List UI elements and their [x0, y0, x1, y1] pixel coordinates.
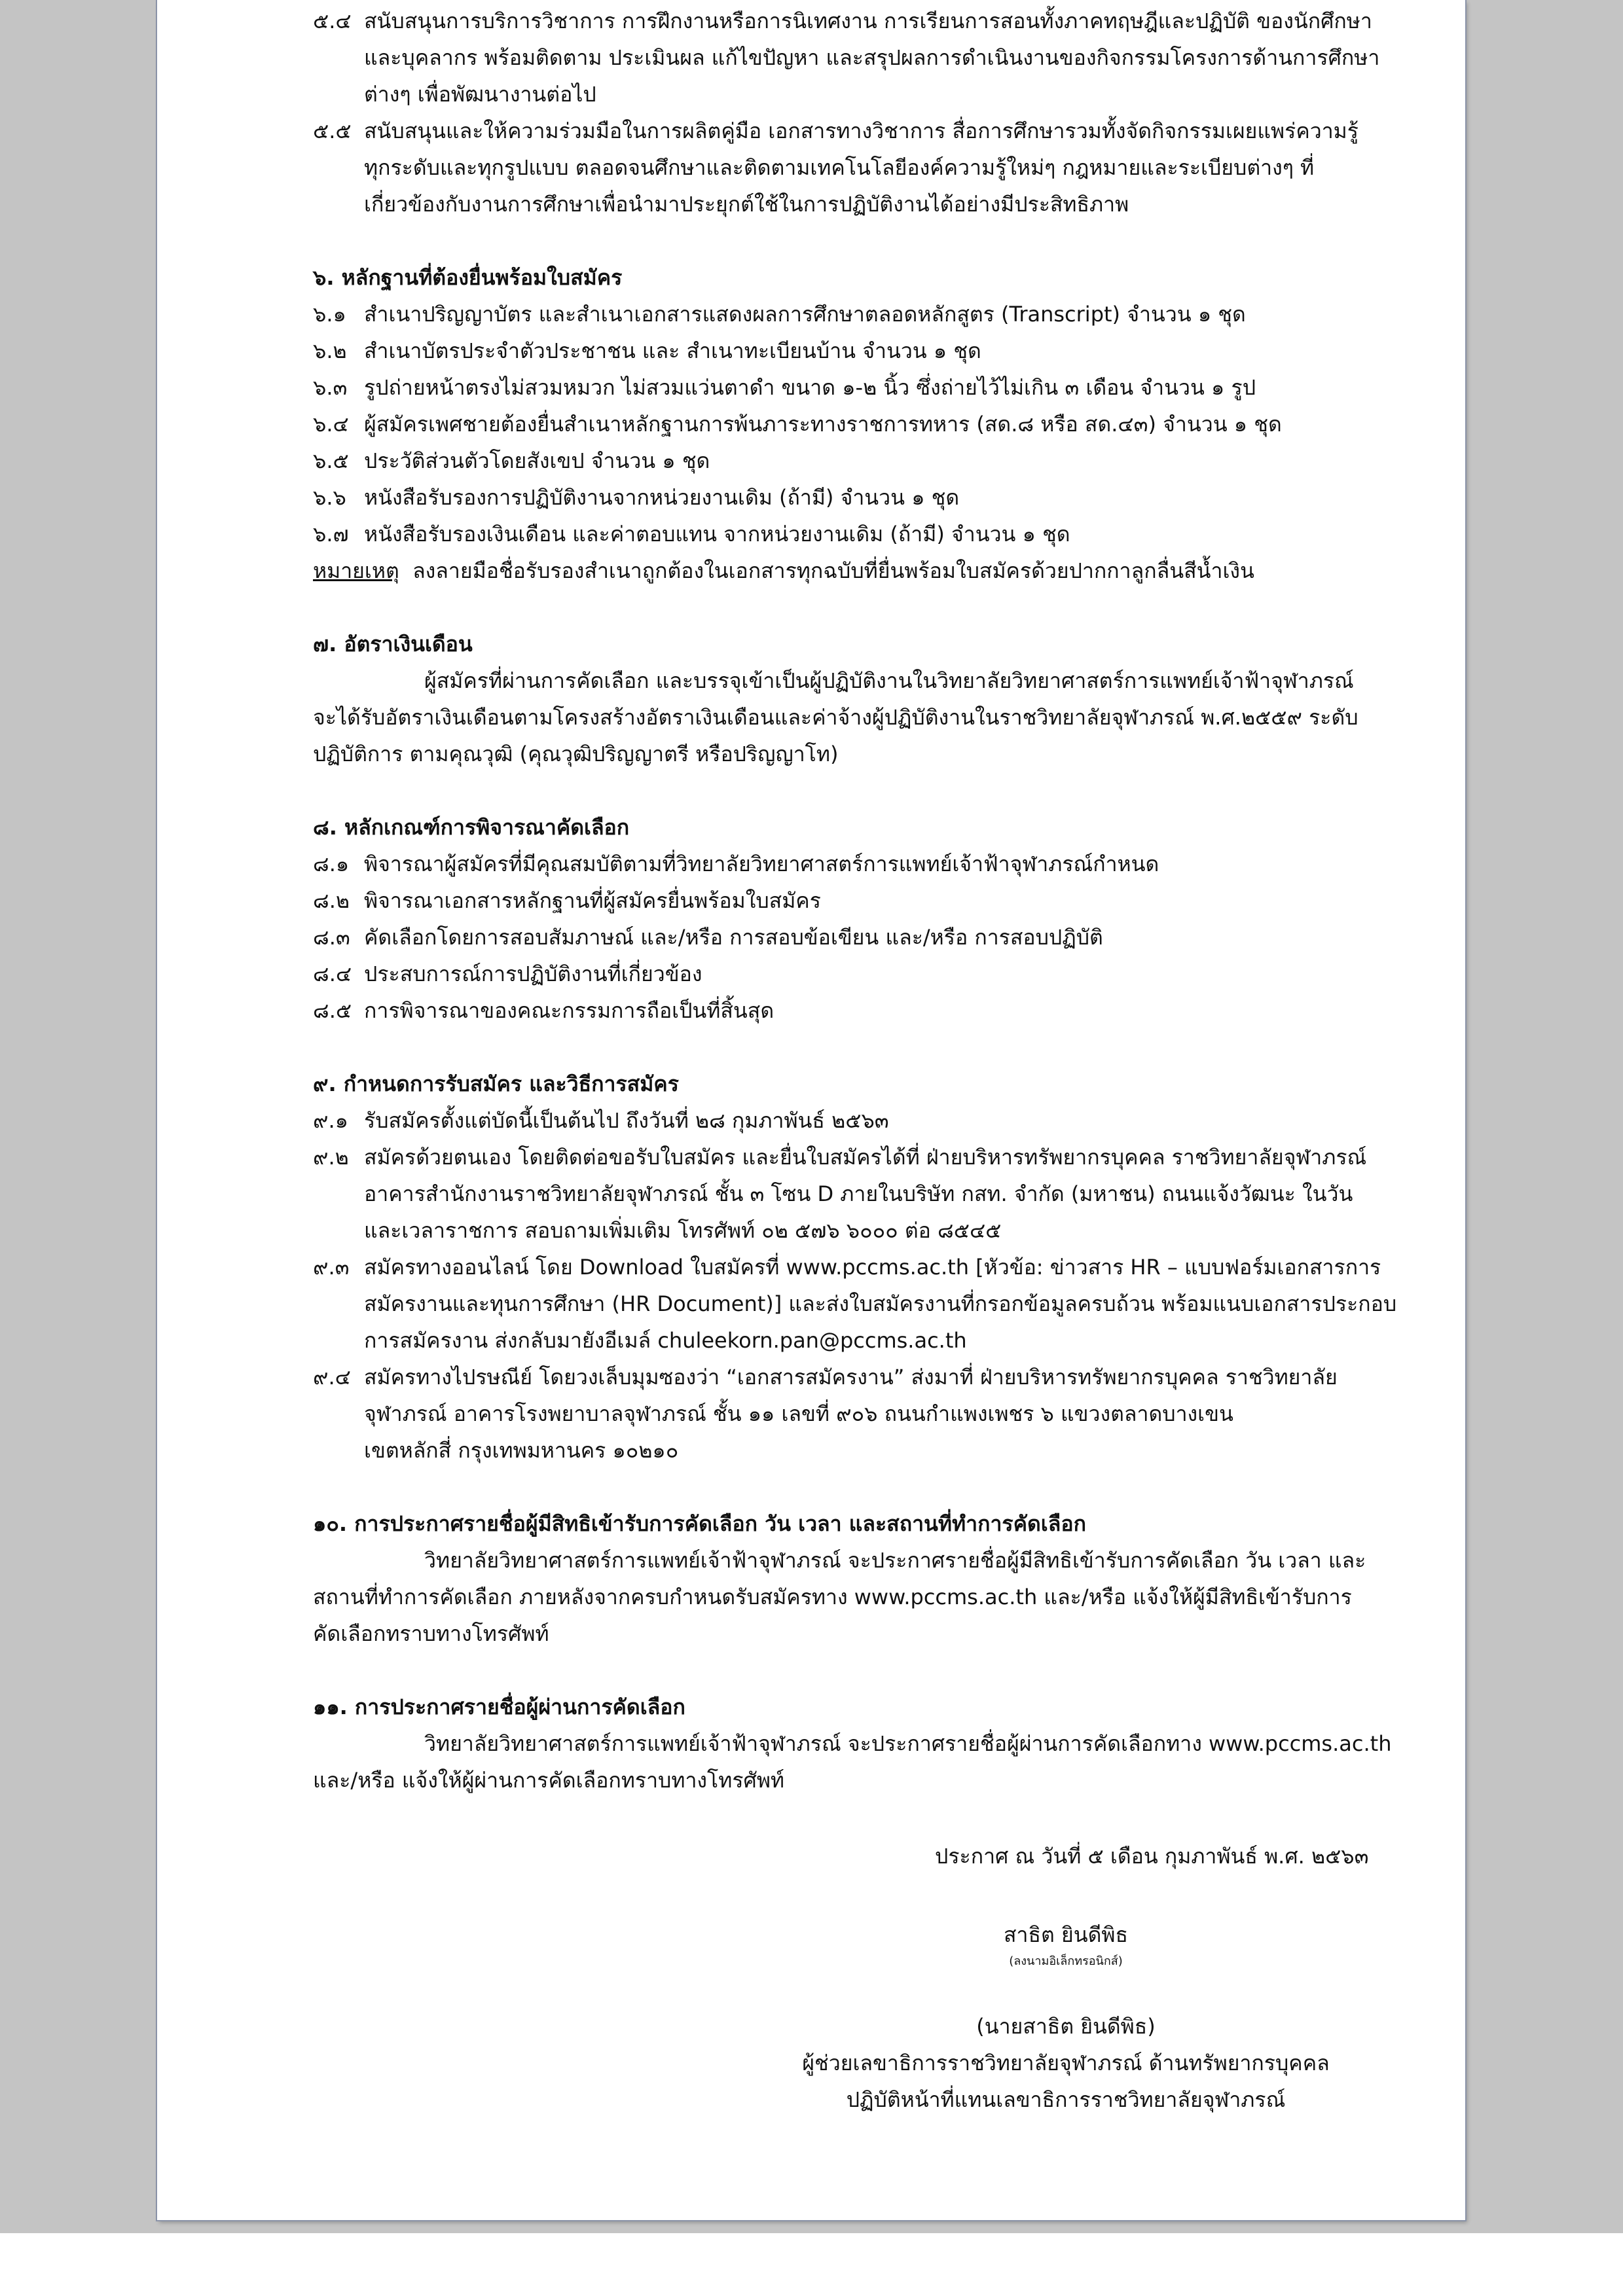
item-number: ๘.๑	[313, 852, 350, 876]
item-text: เขตหลักสี่ กรุงเทพมหานคร ๑๐๒๑๐	[364, 1438, 679, 1463]
item-number: ๖.๑	[313, 302, 346, 327]
list-item	[313, 1249, 1393, 1285]
item-text: ประสบการณ์การปฏิบัติงานที่เกี่ยวข้อง	[364, 961, 702, 986]
section-8-items	[313, 846, 1393, 1029]
list-item	[313, 1359, 1393, 1395]
section-9-items	[313, 1102, 1397, 1469]
section-5-items	[313, 3, 1393, 223]
list-item	[313, 369, 1393, 406]
item-text: และเวลาราชการ สอบถามเพิ่มเติม โทรศัพท์ ๐๒ ๕๗๖ ๖๐๐๐ ต่อ ๘๕๔๕	[364, 1218, 1002, 1243]
section-7-heading: ๗. อัตราเงินเดือน	[313, 632, 473, 656]
document-page	[157, 0, 1465, 2220]
list-item	[313, 882, 1393, 919]
section-7-paragraph	[313, 662, 1393, 772]
item-number: ๘.๕	[313, 998, 352, 1023]
section-10-paragraph	[313, 1542, 1393, 1652]
item-text: สำเนาปริญญาบัตร และสำเนาเอกสารแสดงผลการศึกษาตลอดหลักสูตร (Transcript) จำนวน ๑ ชุด	[364, 302, 1246, 327]
item-text: ผู้สมัครเพศชายต้องยื่นสำเนาหลักฐานการพ้นภาระทางราชการทหาร (สด.๘ หรือ สด.๔๓) จำนวน ๑ ชุด	[364, 412, 1282, 437]
item-number: ๖.๒	[313, 338, 347, 363]
item-text: การสมัครงาน ส่งกลับมายังอีเมล์ chuleekorn.pan@pccms.ac.th	[364, 1328, 967, 1353]
signer-position: ผู้ช่วยเลขาธิการราชวิทยาลัยจุฬาภรณ์ ด้านทรัพยากรบุคคล	[802, 2051, 1330, 2075]
item-text: สำเนาบัตรประจำตัวประชาชน และ สำเนาทะเบียนบ้าน จำนวน ๑ ชุด	[364, 338, 981, 363]
item-number: ๕.๕	[313, 118, 352, 143]
signer-acting-position: ปฏิบัติหน้าที่แทนเลขาธิการราชวิทยาลัยจุฬาภรณ์	[846, 2087, 1286, 2112]
section-11-paragraph	[313, 1725, 1393, 1799]
item-text: รูปถ่ายหน้าตรงไม่สวมหมวก ไม่สวมแว่นตาดำ ขนาด ๑-๒ นิ้ว ซึ่งถ่ายไว้ไม่เกิน ๓ เดือน จำนวน ๑ รูป	[364, 375, 1256, 400]
item-5-4	[313, 3, 1393, 113]
electronic-signature-note: (ลงนามอิเล็กทรอนิกส์)	[1009, 1954, 1123, 1968]
section-11-heading: ๑๑. การประกาศรายชื่อผู้ผ่านการคัดเลือก	[313, 1695, 685, 1719]
list-item	[313, 406, 1393, 442]
item-number: ๖.๖	[313, 485, 346, 510]
list-item	[313, 1139, 1393, 1175]
item-text: และบุคลากร พร้อมติดตาม ประเมินผล แก้ไขปัญหา และสรุปผลการดำเนินงานของกิจกรรมโครงการด้านการศึกษา	[364, 45, 1380, 70]
section-8-heading: ๘. หลักเกณฑ์การพิจารณาคัดเลือก	[313, 815, 630, 840]
item-text: สมัครด้วยตนเอง โดยติดต่อขอรับใบสมัคร และยื่นใบสมัครได้ที่ ฝ่ายบริหารทรัพยากรบุคคล ราชวิทยาลัยจุฬาภรณ์	[364, 1145, 1367, 1170]
paragraph-line: และ/หรือ แจ้งให้ผู้ผ่านการคัดเลือกทราบทางโทรศัพท์	[313, 1768, 785, 1793]
item-number: ๖.๔	[313, 412, 349, 437]
item-text: การพิจารณาของคณะกรรมการถือเป็นที่สิ้นสุด	[364, 998, 775, 1023]
item-text: รับสมัครตั้งแต่บัดนี้เป็นต้นไป ถึงวันที่ ๒๘ กุมภาพันธ์ ๒๕๖๓	[364, 1108, 889, 1133]
item-number: ๘.๒	[313, 888, 350, 913]
item-text: เกี่ยวข้องกับงานการศึกษาเพื่อนำมาประยุกต์ใช้ในการปฏิบัติงานได้อย่างมีประสิทธิภาพ	[364, 192, 1129, 217]
item-text: คัดเลือกโดยการสอบสัมภาษณ์ และ/หรือ การสอบข้อเขียน และ/หรือ การสอบปฏิบัติ	[364, 925, 1103, 950]
list-item	[313, 1102, 1393, 1139]
page-content	[313, 0, 1397, 2112]
item-text: สมัครทางออนไลน์ โดย Download ใบสมัครที่ www.pccms.ac.th [หัวข้อ: ข่าวสาร HR – แบบฟอร์มเอกสารการ	[364, 1255, 1381, 1280]
paragraph-line: สถานที่ทำการคัดเลือก ภายหลังจากครบกำหนดรับสมัครทาง www.pccms.ac.th และ/หรือ แจ้งให้ผู้มีสิทธิเข้ารับการ	[313, 1585, 1352, 1609]
section-9-heading: ๙. กำหนดการรับสมัคร และวิธีการสมัคร	[313, 1071, 679, 1096]
item-text: สนับสนุนและให้ความร่วมมือในการผลิตคู่มือ เอกสารทางวิชาการ สื่อการศึกษารวมทั้งจัดกิจกรรมเผยแพร่ความรู้	[364, 118, 1359, 143]
list-item	[313, 956, 1393, 992]
list-item	[313, 442, 1393, 479]
section-10-heading: ๑๐. การประกาศรายชื่อผู้มีสิทธิเข้ารับการคัดเลือก วัน เวลา และสถานที่ทำการคัดเลือก	[313, 1511, 1086, 1536]
item-5-5	[313, 113, 1393, 223]
paragraph-line: คัดเลือกทราบทางโทรศัพท์	[313, 1621, 549, 1646]
note	[313, 552, 1393, 589]
signature-block	[313, 1838, 1393, 1874]
paragraph-line: วิทยาลัยวิทยาศาสตร์การแพทย์เจ้าฟ้าจุฬาภรณ์ จะประกาศรายชื่อผู้มีสิทธิเข้ารับการคัดเลือก วัน เวลา และ	[424, 1548, 1366, 1573]
list-item	[313, 846, 1393, 882]
item-number: ๖.๗	[313, 522, 349, 547]
list-item	[313, 479, 1393, 516]
note-text: ลงลายมือชื่อรับรองสำเนาถูกต้องในเอกสารทุกฉบับที่ยื่นพร้อมใบสมัครด้วยปากกาลูกลื่นสีน้ำเงิน	[412, 558, 1254, 583]
paragraph-line: ผู้สมัครที่ผ่านการคัดเลือก และบรรจุเข้าเป็นผู้ปฏิบัติงานในวิทยาลัยวิทยาศาสตร์การแพทย์เจ้าฟ้าจุฬาภรณ์	[424, 668, 1354, 693]
paragraph-line: ปฏิบัติการ ตามคุณวุฒิ (คุณวุฒิปริญญาตรี หรือปริญญาโท)	[313, 742, 839, 766]
paragraph-line: วิทยาลัยวิทยาศาสตร์การแพทย์เจ้าฟ้าจุฬาภรณ์ จะประกาศรายชื่อผู้ผ่านการคัดเลือกทาง www.pccms.ac.th	[424, 1731, 1392, 1756]
item-text: จุฬาภรณ์ อาคารโรงพยาบาลจุฬาภรณ์ ชั้น ๑๑ เลขที่ ๙๐๖ ถนนกำแพงเพชร ๖ แขวงตลาดบางเขน	[364, 1401, 1233, 1426]
item-number: ๖.๕	[313, 448, 349, 473]
list-item	[313, 296, 1393, 332]
item-number: ๘.๓	[313, 925, 350, 950]
item-number: ๙.๔	[313, 1365, 351, 1390]
announce-date: ประกาศ ณ วันที่ ๕ เดือน กุมภาพันธ์ พ.ศ. ๒๕๖๓	[935, 1844, 1369, 1869]
item-text: ประวัติส่วนตัวโดยสังเขป จำนวน ๑ ชุด	[364, 448, 710, 473]
signer-name: สาธิต ยินดีพิธ	[1003, 1922, 1128, 1947]
item-text: ต่างๆ เพื่อพัฒนางานต่อไป	[364, 82, 596, 107]
item-text: ทุกระดับและทุกรูปแบบ ตลอดจนศึกษาและติดตามเทคโนโลยีองค์ความรู้ใหม่ๆ กฎหมายและระเบียบต่างๆ ที่	[364, 155, 1315, 180]
item-text: สมัครทางไปรษณีย์ โดยวงเล็บมุมซองว่า “เอกสารสมัครงาน” ส่งมาที่ ฝ่ายบริหารทรัพยากรบุคคล ราชวิทยาลัย	[364, 1365, 1338, 1390]
item-number: ๙.๒	[313, 1145, 349, 1170]
note-label: หมายเหตุ	[313, 558, 399, 583]
list-item	[313, 332, 1393, 369]
section-6-items	[313, 296, 1393, 589]
item-number: ๙.๑	[313, 1108, 348, 1133]
item-number: ๘.๔	[313, 961, 352, 986]
item-text: สนับสนุนการบริการวิชาการ การฝึกงานหรือการนิเทศงาน การเรียนการสอนทั้งภาคทฤษฎีและปฏิบัติ ของนักศึกษา	[364, 9, 1372, 33]
paragraph-line: จะได้รับอัตราเงินเดือนตามโครงสร้างอัตราเงินเดือนและค่าจ้างผู้ปฏิบัติงานในราชวิทยาลัยจุฬาภรณ์ พ.ศ.๒๕๕๙ ระดับ	[313, 705, 1359, 730]
item-text: สมัครงานและทุนการศึกษา (HR Document)] และส่งใบสมัครงานที่กรอกข้อมูลครบถ้วน พร้อมแนบเอกสารประกอบ	[364, 1291, 1397, 1316]
list-item	[313, 516, 1393, 552]
section-6-heading: ๖. หลักฐานที่ต้องยื่นพร้อมใบสมัคร	[313, 265, 623, 290]
item-text: พิจารณาเอกสารหลักฐานที่ผู้สมัครยื่นพร้อมใบสมัคร	[364, 888, 821, 913]
signer-full-name: (นายสาธิต ยินดีพิธ)	[976, 2014, 1156, 2039]
list-item	[313, 992, 1393, 1029]
list-item	[313, 919, 1393, 956]
item-text: หนังสือรับรองการปฏิบัติงานจากหน่วยงานเดิม (ถ้ามี) จำนวน ๑ ชุด	[364, 485, 960, 510]
item-number: ๖.๓	[313, 375, 348, 400]
item-text: หนังสือรับรองเงินเดือน และค่าตอบแทน จากหน่วยงานเดิม (ถ้ามี) จำนวน ๑ ชุด	[364, 522, 1070, 547]
item-number: ๙.๓	[313, 1255, 350, 1280]
item-text: อาคารสำนักงานราชวิทยาลัยจุฬาภรณ์ ชั้น ๓ โซน D ภายในบริษัท กสท. จำกัด (มหาชน) ถนนแจ้งวัฒนะ ในวัน	[364, 1181, 1353, 1206]
item-number: ๕.๔	[313, 9, 352, 33]
item-text: พิจารณาผู้สมัครที่มีคุณสมบัติตามที่วิทยาลัยวิทยาศาสตร์การแพทย์เจ้าฟ้าจุฬาภรณ์กำหนด	[364, 852, 1159, 876]
